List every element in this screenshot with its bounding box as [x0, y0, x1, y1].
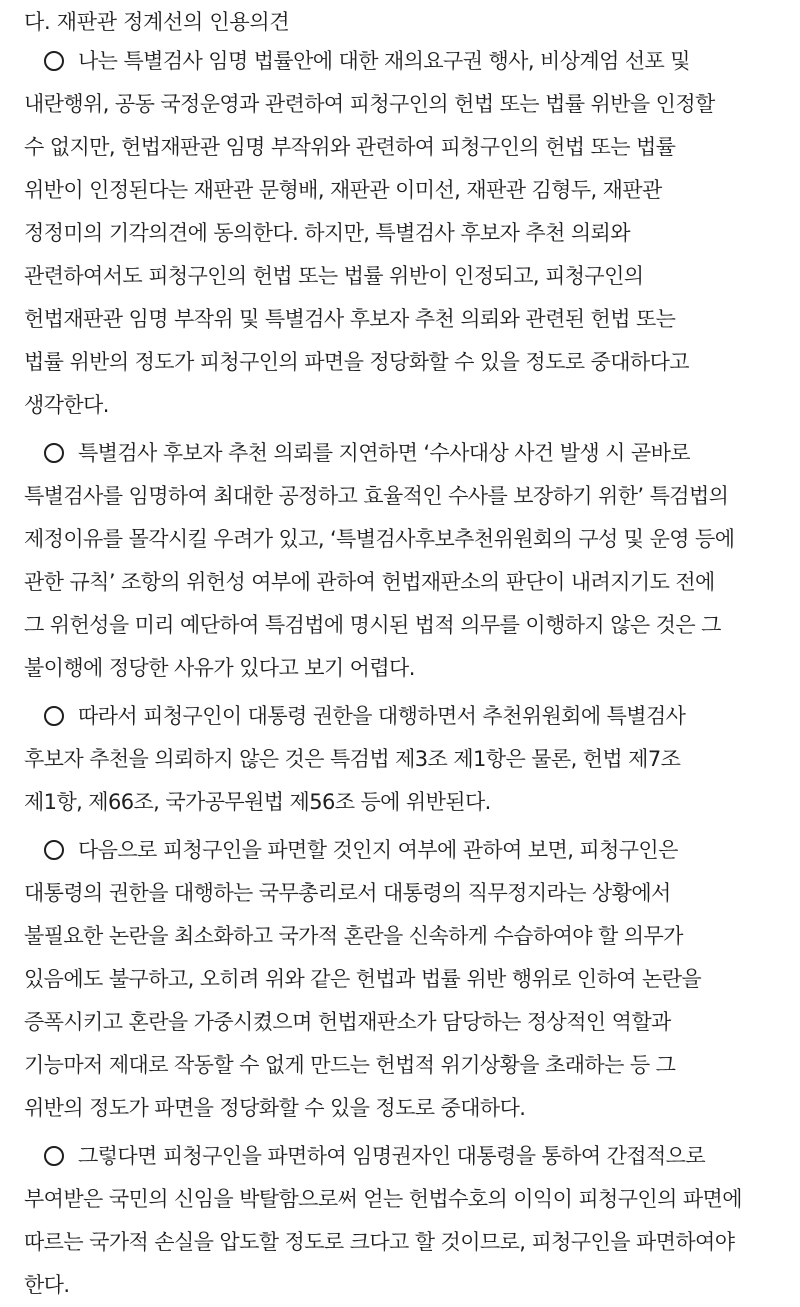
- text-line: [24, 958, 782, 1001]
- line-text: 있음에도 불구하고, 오히려 위와 같은 헌법과 법률 위반 행위로 인하여 논란을: [24, 967, 702, 991]
- line-text: 헌법재판관 임명 부작위 및 특별검사 후보자 추천 의뢰와 관련된 헌법 또는: [24, 307, 676, 331]
- text-line: [24, 40, 782, 83]
- text-line: [24, 829, 782, 872]
- circle-bullet-icon: [44, 840, 64, 860]
- line-text: 증폭시키고 혼란을 가중시켰으며 헌법재판소가 담당하는 정상적인 역할과: [24, 1010, 671, 1034]
- opinion-paragraph: [24, 40, 782, 427]
- line-text: 대통령의 권한을 대행하는 국무총리로서 대통령의 직무정지라는 상황에서: [24, 881, 671, 905]
- line-text: 제1항, 제66조, 국가공무원법 제56조 등에 위반된다.: [24, 790, 491, 814]
- line-text: 관련하여서도 피청구인의 헌법 또는 법률 위반이 인정되고, 피청구인의: [24, 264, 644, 288]
- text-line: [24, 1221, 782, 1264]
- text-line: [24, 1044, 782, 1087]
- line-text: 위반이 인정된다는 재판관 문형배, 재판관 이미선, 재판관 김형두, 재판관: [24, 178, 662, 202]
- line-text: 따라서 피청구인이 대통령 권한을 대행하면서 추천위원회에 특별검사: [78, 704, 686, 728]
- opinion-body: [24, 40, 782, 1307]
- text-line: [24, 518, 782, 561]
- line-text: 불이행에 정당한 사유가 있다고 보기 어렵다.: [24, 656, 415, 680]
- circle-bullet-icon: [44, 443, 64, 463]
- line-text: 부여받은 국민의 신임을 박탈함으로써 얻는 헌법수호의 이익이 피청구인의 파면에: [24, 1187, 742, 1211]
- line-text: 기능마저 제대로 작동할 수 없게 만드는 헌법적 위기상황을 초래하는 등 그: [24, 1053, 676, 1077]
- line-text: 수 없지만, 헌법재판관 임명 부작위와 관련하여 피청구인의 헌법 또는 법률: [24, 135, 676, 159]
- text-line: [24, 604, 782, 647]
- text-line: [24, 561, 782, 604]
- opinion-paragraph: [24, 1135, 782, 1307]
- text-line: [24, 169, 782, 212]
- circle-bullet-icon: [44, 51, 64, 71]
- section-heading: 다. 재판관 정계선의 인용의견: [24, 10, 290, 34]
- text-line: [24, 872, 782, 915]
- line-text: 생각한다.: [24, 393, 109, 417]
- text-line: [24, 738, 782, 781]
- text-line: [24, 781, 782, 824]
- text-line: [24, 384, 782, 427]
- opinion-paragraph: [24, 695, 782, 824]
- line-text: 그 위헌성을 미리 예단하여 특검법에 명시된 법적 의무를 이행하지 않은 것은 그: [24, 613, 721, 637]
- line-text: 나는 특별검사 임명 법률안에 대한 재의요구권 행사, 비상계엄 선포 및: [78, 49, 690, 73]
- line-text: 한다.: [24, 1273, 70, 1297]
- text-line: [24, 647, 782, 690]
- text-line: [24, 695, 782, 738]
- text-line: [24, 475, 782, 518]
- circle-bullet-icon: [44, 706, 64, 726]
- line-text: 관한 규칙’ 조항의 위헌성 여부에 관하여 헌법재판소의 판단이 내려지기도 전에: [24, 570, 715, 594]
- text-line: [24, 1001, 782, 1044]
- line-text: 따르는 국가적 손실을 압도할 정도로 크다고 할 것이므로, 피청구인을 파면하여야: [24, 1230, 735, 1254]
- text-line: [24, 1178, 782, 1221]
- text-line: [24, 126, 782, 169]
- text-line: [24, 1264, 782, 1307]
- line-text: 불필요한 논란을 최소화하고 국가적 혼란을 신속하게 수습하여야 할 의무가: [24, 924, 683, 948]
- line-text: 특별검사 후보자 추천 의뢰를 지연하면 ‘수사대상 사건 발생 시 곧바로: [78, 441, 690, 465]
- text-line: [24, 1135, 782, 1178]
- text-line: [24, 255, 782, 298]
- line-text: 후보자 추천을 의뢰하지 않은 것은 특검법 제3조 제1항은 물론, 헌법 제7조: [24, 747, 681, 771]
- line-text: 내란행위, 공동 국정운영과 관련하여 피청구인의 헌법 또는 법률 위반을 인정할: [24, 92, 715, 116]
- line-text: 법률 위반의 정도가 피청구인의 파면을 정당화할 수 있을 정도로 중대하다고: [24, 350, 689, 374]
- line-text: 그렇다면 피청구인을 파면하여 임명권자인 대통령을 통하여 간접적으로: [78, 1144, 706, 1168]
- line-text: 특별검사를 임명하여 최대한 공정하고 효율적인 수사를 보장하기 위한’ 특검법의: [24, 484, 729, 508]
- text-line: [24, 341, 782, 384]
- text-line: [24, 1087, 782, 1130]
- line-text: 위반의 정도가 파면을 정당화할 수 있을 정도로 중대하다.: [24, 1096, 526, 1120]
- text-line: [24, 83, 782, 126]
- opinion-paragraph: [24, 829, 782, 1130]
- line-text: 다음으로 피청구인을 파면할 것인지 여부에 관하여 보면, 피청구인은: [78, 838, 678, 862]
- text-line: [24, 432, 782, 475]
- line-text: 제정이유를 몰각시킬 우려가 있고, ‘특별검사후보추천위원회의 구성 및 운영 등에: [24, 527, 735, 551]
- text-line: [24, 212, 782, 255]
- circle-bullet-icon: [44, 1146, 64, 1166]
- opinion-paragraph: [24, 432, 782, 690]
- line-text: 정정미의 기각의견에 동의한다. 하지만, 특별검사 후보자 추천 의뢰와: [24, 221, 630, 245]
- text-line: [24, 915, 782, 958]
- text-line: [24, 298, 782, 341]
